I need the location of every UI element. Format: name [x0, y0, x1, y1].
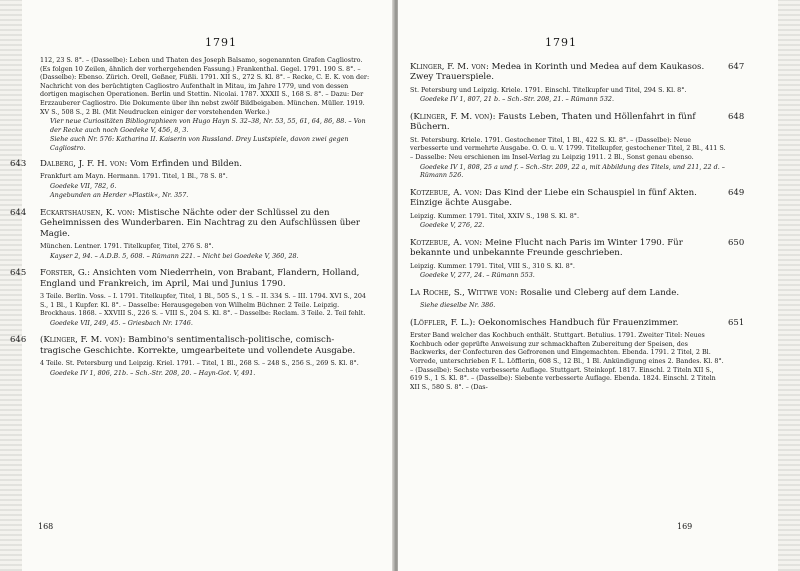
entry-body: Leipzig. Kummer. 1791. Titel, VIII S., 310 S. Kl. 8°.: [410, 261, 575, 270]
entry-ref: Goedeke V, 277, 24. – Rümann 553.: [420, 271, 535, 280]
carryover-body: 112, 23 S. 8°. – (Dasselbe): Leben und Thaten des Joseph Balsamo, sogenannten Grafen Cagliostro. (Es folgen 10 Zeilen, ähnlich der vorhergehenden Fassung.) Frankenthal. Gegel. 1791. 190 S. 8°. – (Dasselbe): Ebenso. Zürich. Orell, Geßner, Füßli. 1791. XII S., 272 S. Kl. 8°. – Recke, C. E. K. von der: Nachricht von des berüchtigten Cagliostro Aufenthalt in Mitau, im Jahre 1779, und von dessen dortigen magischen Operationen. Berlin und Stettin. Nicolai. 1787. XXXII S., 168 S. 8°. – Dazu: Der Erzzauberer Cagliostro. Die Dokumente über ihn nebst zwölf Bildbeigaben. München. Müller. 1919. XV S., 508 S., 2 Bl. (Mit Neudrucken einiger der vorstehenden Werke.): [40, 56, 370, 116]
right-page-header-year: 1791: [545, 36, 577, 49]
entry-body: 3 Teile. Berlin. Voss. – I. 1791. Titelkupfer, Titel, 1 Bl., 505 S., 1 S. – II. 334 S. – III. 1794. XVI S., 204 S., 1 Bl., 1 Kupfer. Kl. 8°. – Dasselbe: Herausgegeben von Wilhelm Büchner. 2 Teile. Leipzig. Brockhaus. 1868. – XXVIII S., 226 S. – VIII S., 204 S. Kl. 8°. – Dasselbe: Reclam. 3 Teile. 2. Teil fehlt.: [40, 291, 366, 318]
scan-edge-left: [0, 0, 22, 571]
entry-title-text: : Bambino's sentimentalisch-politische, comisch-tragische Geschichte. Korrekte, umgearbeitete und vollendete Ausgabe.: [40, 335, 356, 356]
entry-title: [410, 188, 726, 209]
entry-title: [410, 318, 726, 328]
entry-body: St. Petersburg. Kriele. 1791. Gestochener Titel, 1 Bl., 422 S. Kl. 8°. – (Dasselbe): Neue verbesserte und vermehrte Ausgabe. O. O. u. V. 1799. Titelkupfer, gestochener Titel, 2 Bl., 411 S. – Dasselbe: Neu erschienen im Insel-Verlag zu Leipzig 1911. 2 Bl., Sonst genau ebenso.: [410, 135, 726, 161]
entry-646: [10, 335, 370, 377]
entry-title-text: : Fausts Leben, Thaten und Höllenfahrt in fünf Büchern.: [410, 112, 696, 133]
entry-title: [40, 208, 370, 239]
right-page-content: [410, 62, 745, 399]
entry-body: St. Petersburg und Leipzig. Kriele. 1791. Einschl. Titelkupfer und Titel, 294 S. Kl. 8°.: [410, 85, 687, 94]
scan-edge-right: [778, 0, 800, 571]
entry-title-text: : Oekonomisches Handbuch für Frauenzimmer.: [472, 317, 679, 328]
entry-650: [410, 237, 745, 280]
entry-author: Forster, G.: [40, 268, 88, 279]
entry-643: [10, 158, 370, 200]
entry-author: (Klinger, F. M. von): [410, 112, 493, 122]
entry-title-text: : Meine Flucht nach Paris im Winter 1790. Für bekannte und unbekannte Freunde geschrieben.: [410, 237, 683, 259]
entry-body: Erster Band welcher das Kochbuch enthält. Stuttgart. Betulius. 1791. Zweiter Titel: Neues Kochbuch oder geprüfte Anweisung zur schmackhaften Zubereitung der Speisen, des Backwerks, der Confecturen des Gefrorenen und Eingemachten. Ebenda. 1791. 2 Titel, 2 Bl. Vorrede, unterschrieben F. L. Löfflerin, 608 S., 12 Bl., 1 Bl. Ankündigung eines 2. Bandes. Kl. 8°. – (Dasselbe): Sechste verbesserte Auflage. Stuttgart. Steinkopf. 1817. Einschl. 2 Titeln XII S., 619 S., 1 S. Kl. 8°. – (Dasselbe): Siebente verbesserte Auflage. Ebenda. 1824. Einschl. 2 Titeln XII S., 580 S. 8°. – (Das-: [410, 331, 724, 391]
entry-title: [40, 335, 370, 356]
entry-ref: Goedeke VII, 249, 45. – Griesbach Nr. 1746.: [50, 318, 193, 327]
entry-title: [40, 268, 370, 289]
entry-651: [410, 317, 745, 392]
entry-number: 650: [728, 237, 745, 248]
entry-ref: Goedeke V, 276, 22.: [420, 221, 485, 230]
entry-title-text: : Das Kind der Liebe ein Schauspiel in fünf Akten. Einzige ächte Ausgabe.: [410, 187, 697, 209]
entry-number: 646: [10, 335, 27, 346]
entry-title: [410, 112, 726, 133]
entry-ref: Goedeke IV 1, 806, 21b. – Sch.-Str. 208, 20. – Hayn-Got. V, 491.: [50, 368, 256, 377]
entry-649: [410, 187, 745, 230]
entry-title-text: : Medea in Korinth und Medea auf dem Kaukasos. Zwey Trauerspiele.: [410, 62, 705, 83]
entry-title: [410, 288, 726, 298]
entry-title-text: : Rosalie und Cleberg auf dem Lande.: [514, 287, 680, 298]
entry-author: (Klinger, F. M. von): [40, 335, 123, 346]
entry-647: [410, 62, 745, 104]
entry-author: Klinger, F. M. von: [410, 62, 486, 72]
entry-author: Kotzebue, A. von: [410, 237, 480, 248]
entry-title: [410, 238, 726, 259]
entry-title-text: : Mistische Nächte oder der Schlüssel zu den Geheimnissen des Wunderbaren. Ein Nachtrag zu den Aufschlüssen über Magie.: [40, 207, 360, 239]
entry-title: [40, 159, 370, 169]
entry-number: 651: [728, 317, 745, 328]
entry-author: Eckartshausen, K. von: [40, 207, 133, 218]
left-page: [0, 0, 394, 571]
entry-author: Dalberg, J. F. H. von: [40, 158, 125, 169]
left-page-number: 168: [38, 522, 54, 531]
right-page-number: 169: [677, 522, 693, 531]
entry-body: Leipzig. Kummer. 1791. Titel, XXIV S., 198 S. Kl. 8°.: [410, 211, 580, 220]
entry-648: [410, 112, 745, 180]
entry-la-roche: [410, 288, 726, 310]
entry-ref: Angebunden an Herder »Plastik«, Nr. 357.: [50, 191, 189, 200]
entry-author: La Roche, S., Wittwe von: [410, 287, 515, 298]
left-page-content: [10, 56, 370, 385]
entry-number: 643: [10, 158, 27, 169]
carryover-ref: Vier neue Curiositäten Bibliographieen von Hugo Hayn S. 32–38, Nr. 53, 55, 61, 64, 86, 88. – Von der Recke auch noch Goedeke V, 456, 8, 3.: [50, 117, 366, 134]
entry-title-text: : Vom Erfinden und Bilden.: [124, 158, 243, 169]
entry-author: Kotzebue, A. von: [410, 187, 480, 198]
entry-ref: Kayser 2, 94. – A.D.B. 5, 608. – Rümann 221. – Nicht bei Goedeke V, 360, 28.: [50, 251, 299, 260]
entry-title: [410, 62, 726, 83]
entry-number: 647: [728, 62, 745, 72]
carryover-entry: [40, 56, 370, 153]
entry-number: 648: [728, 112, 745, 122]
carryover-ref: Siehe auch Nr. 576: Katharina II. Kaiserin von Russland. Drey Lustspiele, davon zwei gegen Cagliostro.: [50, 135, 349, 152]
entry-body: München. Lentner. 1791. Titelkupfer, Titel, 276 S. 8°.: [40, 241, 214, 250]
entry-ref: Siehe dieselbe Nr. 386.: [420, 301, 496, 310]
entry-body: Frankfurt am Mayn. Hermann. 1791. Titel, 1 Bl., 78 S. 8°.: [40, 171, 228, 180]
entry-title-text: : Ansichten vom Niederrhein, von Brabant, Flandern, Holland, England und Frankreich, im April, Mai und Junius 1790.: [40, 268, 360, 289]
entry-645: [10, 268, 370, 327]
entry-ref: Goedeke IV 1, 808, 25 a und f. – Sch.-Str. 209, 22 a, mit Abbildung des Titels, und 211, 22 d. – Rümann 526.: [420, 162, 725, 180]
right-page: [398, 0, 800, 571]
entry-644: [10, 207, 370, 260]
entry-number: 649: [728, 187, 745, 198]
entry-ref: Goedeke VII, 782, 6.: [50, 181, 117, 190]
entry-author: (Löffler, F. L.): [410, 317, 473, 328]
entry-number: 645: [10, 268, 27, 279]
entry-body: 4 Teile. St. Petersburg und Leipzig. Kriel. 1791. – Titel, 1 Bl., 268 S. – 248 S., 256 S., 269 S. Kl. 8°.: [40, 359, 359, 368]
entry-ref: Goedeke IV 1, 807, 21 b. – Sch.-Str. 208, 21. – Rümann 532.: [420, 95, 614, 104]
left-page-header-year: 1791: [205, 36, 237, 49]
entry-number: 644: [10, 207, 27, 218]
